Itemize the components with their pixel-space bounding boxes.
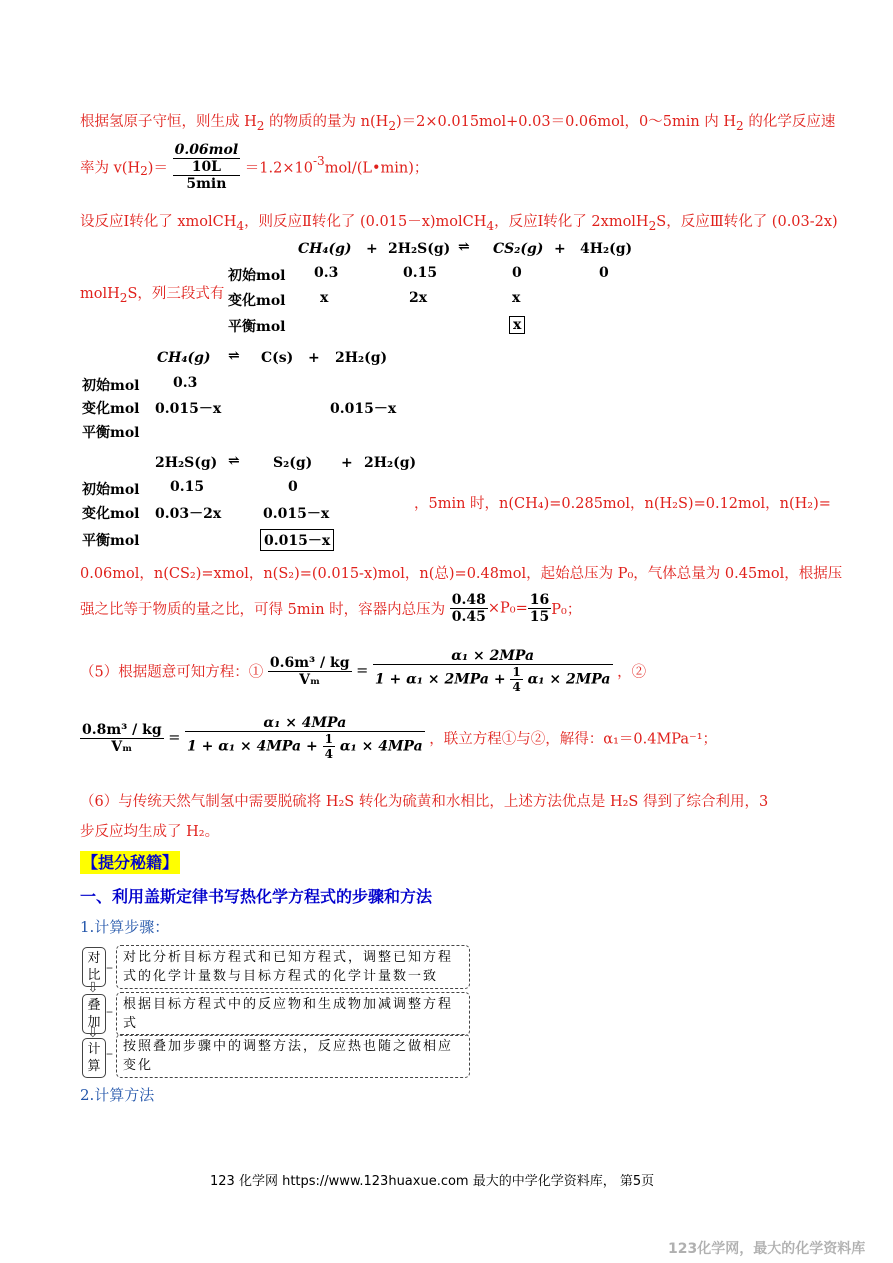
- table2-label-init: 初始mol: [82, 378, 140, 394]
- tips-tag: 【提分秘籍】: [82, 853, 179, 872]
- flow-step-3-text: 按照叠加步骤中的调整方法，反应热也随之做相应变化: [116, 1034, 470, 1078]
- table1-eq-2: +: [366, 241, 378, 257]
- tips-heading: 一、利用盖斯定律书写热化学方程式的步骤和方法: [80, 887, 433, 906]
- flow-step-3-label: 计算: [82, 1038, 106, 1078]
- table1-init-2: 0.15: [403, 265, 438, 281]
- table2-label-eq: 平衡mol: [82, 425, 140, 441]
- flow-connector-3: –: [106, 1046, 113, 1062]
- table1-label-change: 变化mol: [228, 293, 286, 309]
- table1-change-2: 2x: [409, 290, 428, 306]
- table2-label-change: 变化mol: [82, 401, 140, 417]
- eq2-right-fraction: α₁ × 4MPa 1 + α₁ × 4MPa + $\frac{1}{4}$ α₁ × 4MPa: [187, 715, 423, 761]
- table2-init-1: 0.3: [173, 375, 198, 391]
- eq1-left-fraction: $\frac{\text{0.6m³ / kg}}{\text{Vₘ}}$: [269, 654, 350, 688]
- table3-eq-2: ⇌: [228, 453, 240, 469]
- pressure-fraction-1: $\frac{0.48}{0.45}$: [451, 592, 486, 625]
- eq1-right-fraction: α₁ × 2MPa 1 + α₁ × 2MPa + $\frac{1}{4}$ α₁ × 2MPa: [374, 648, 611, 694]
- solution-para-6: 强之比等于物质的量之比，可得 5min 时，容器内总压为 $\frac{0.48}{0.45}$ ×P₀= $\frac{16}{15}$ P₀；: [80, 592, 582, 625]
- table3-eq-4: +: [341, 455, 353, 471]
- solution-para-5: 0.06mol，n(CS₂)=xmol，n(S₂)=(0.015-x)mol，n(总)=0.48mol，起始总压为 P₀，气体总量为 0.45mol，根据压: [80, 566, 843, 582]
- flow-step-1-text: 对比分析目标方程式和已知方程式，调整已知方程式的化学计量数与目标方程式的化学计量数一致: [116, 945, 470, 989]
- page-footer: 123 化学网 https://www.123huaxue.com 最大的中学化学资料库， 第5页: [210, 1174, 655, 1189]
- flow-step-2-label: 叠加: [82, 994, 106, 1034]
- table1-eq-5: CS₂(g): [493, 241, 544, 257]
- question-5-line-2: $\frac{\text{0.8m³ / kg}}{\text{Vₘ}}$ = α₁ × 4MPa 1 + α₁ × 4MPa + $\frac{1}{4}$ α₁ × 4MPa ，联立方程①与②，解得：α₁＝0.4MPa⁻¹；: [82, 715, 718, 761]
- method-title: 2.计算方法: [80, 1086, 155, 1104]
- table2-change-1: 0.015－x: [155, 401, 222, 417]
- table3-change-2: 0.015－x: [263, 506, 330, 522]
- table3-init-2: 0: [288, 479, 298, 495]
- table1-label-init: 初始mol: [228, 268, 286, 284]
- table1-init-3: 0: [512, 265, 522, 281]
- flow-arrow-down-1: ⇩: [87, 980, 99, 996]
- table1-change-3: x: [512, 290, 521, 306]
- table2-eq-3: C(s): [261, 350, 294, 366]
- table3-eq-3: S₂(g): [273, 455, 313, 471]
- table3-eq-5: 2H₂(g): [364, 455, 417, 471]
- table1-change-1: x: [320, 290, 329, 306]
- step-title: 1.计算步骤：: [80, 918, 170, 936]
- table3-eq-1: 2H₂S(g): [155, 455, 218, 471]
- table1-eq-1: CH₄(g): [298, 241, 352, 257]
- solution-para-1: 根据氢原子守恒，则生成 $H_2$ 的物质的量为 $n(H_2)=2\times 0.015mol+0.03=0.06mol$，0～5min 内 $H_2$ 的化学反应速: [80, 114, 836, 133]
- table1-eq-6: +: [554, 241, 566, 257]
- question-5-line-1: （5）根据题意可知方程：① $\frac{\text{0.6m³ / kg}}{\text{Vₘ}}$ = α₁ × 2MPa 1 + α₁ × 2MPa + $\frac{1}{4}$ α₁ × 2MPa ，②: [80, 648, 647, 694]
- table3-change-1: 0.03－2x: [155, 506, 222, 522]
- question-6-line-2: 步反应均生成了 H₂。: [80, 824, 220, 840]
- pressure-fraction-2: $\frac{16}{15}$: [529, 592, 550, 625]
- table2-eq-2: ⇌: [228, 348, 240, 364]
- table1-init-1: 0.3: [314, 265, 339, 281]
- table3-label-change: 变化mol: [82, 506, 140, 522]
- rate-fraction: 0.06mol 10L 5min: [174, 142, 239, 192]
- flow-connector-2: –: [106, 1004, 113, 1020]
- table1-eq-4: ⇌: [458, 239, 470, 255]
- question-6-line-1: （6）与传统天然气制氢中需要脱硫将 H₂S 转化为硫黄和水相比，上述方法优点是 H₂S 得到了综合利用，3: [80, 794, 769, 810]
- flow-arrow-down-2: ⇩: [87, 1025, 99, 1041]
- table2-change-2: 0.015－x: [330, 401, 397, 417]
- watermark: 123化学网，最大的化学资料库: [668, 1241, 866, 1257]
- table3-label-eq: 平衡mol: [82, 533, 140, 549]
- table2-eq-4: +: [308, 350, 320, 366]
- eq2-left-fraction: $\frac{\text{0.8m³ / kg}}{\text{Vₘ}}$: [82, 721, 162, 755]
- table3-init-1: 0.15: [170, 479, 205, 495]
- flow-step-1-label: 对比: [82, 947, 106, 987]
- rate-line: 率为 $v(H_2)=$ 0.06mol 10L 5min $=1.2\times 10^{-3}mol/(L•\min)$；: [80, 142, 429, 192]
- solution-para-2: 设反应Ⅰ转化了 xmolCH$_4$，则反应Ⅱ转化了 (0.015－x)molCH$_4$，反应Ⅰ转化了 2xmolH$_2$S，反应Ⅲ转化了 (0.03-2x): [80, 214, 838, 233]
- table2-eq-5: 2H₂(g): [335, 350, 388, 366]
- solution-para-3: molH$_2$S，列三段式有: [80, 286, 225, 305]
- table3-eq-box: 0.015－x: [260, 529, 334, 551]
- table1-init-4: 0: [599, 265, 609, 281]
- solution-para-4: ，5min 时，n(CH₄)=0.285mol，n(H₂S)=0.12mol，n(H₂)=: [414, 496, 831, 512]
- flow-step-2-text: 根据目标方程式中的反应物和生成物加减调整方程式: [116, 992, 470, 1036]
- table1-eq-3: 2H₂S(g): [388, 241, 451, 257]
- flow-connector-1: –: [106, 960, 113, 976]
- table3-label-init: 初始mol: [82, 482, 140, 498]
- table1-eq-box: x: [509, 316, 525, 334]
- table1-label-eq: 平衡mol: [228, 319, 286, 335]
- table1-eq-7: 4H₂(g): [580, 241, 633, 257]
- table2-eq-1: CH₄(g): [157, 350, 211, 366]
